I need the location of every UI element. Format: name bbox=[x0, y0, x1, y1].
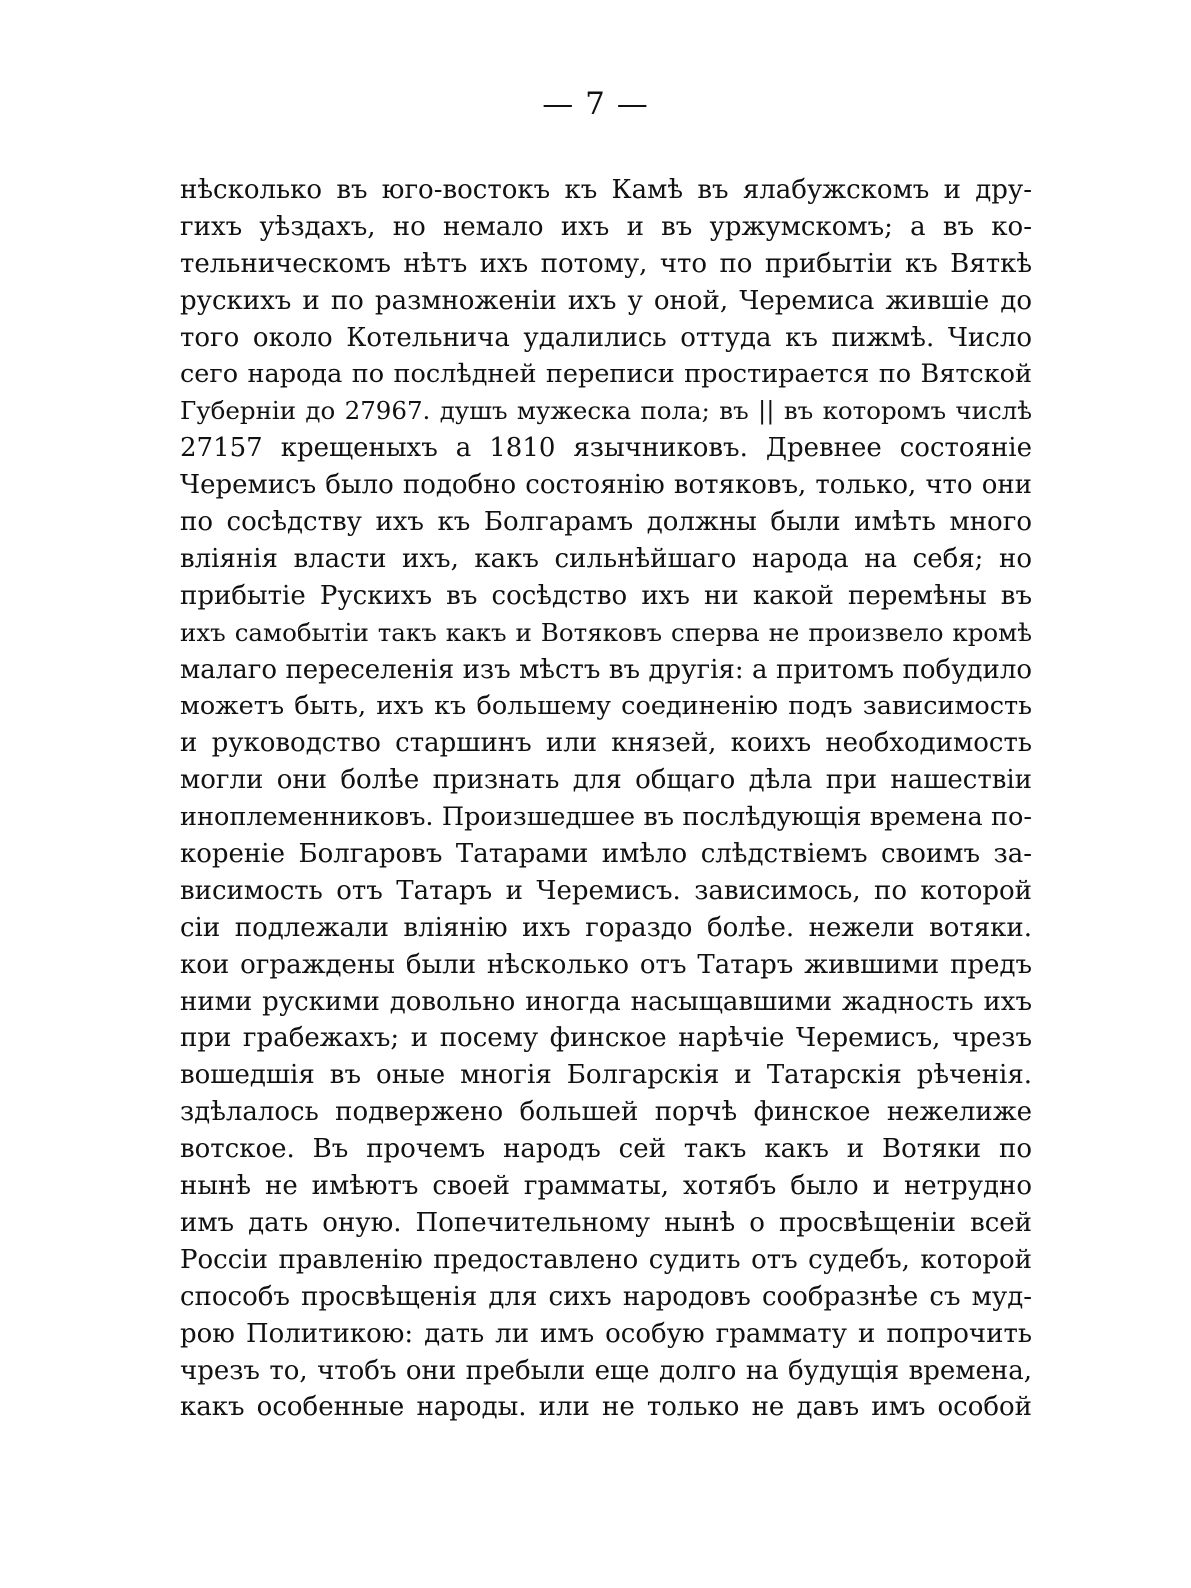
text-line: здѣлалось подвержено большей порчѣ финское нежелиже bbox=[180, 1097, 1032, 1128]
text-line: способъ просвѣщенія для сихъ народовъ сообразнѣе съ муд- bbox=[180, 1281, 1032, 1312]
text-line: по сосѣдству ихъ къ Болгарамъ должны были имѣть много bbox=[180, 507, 1032, 538]
text-line: висимость отъ Татаръ и Черемисъ. зависимось, по которой bbox=[180, 875, 1032, 906]
text-line: при грабежахъ; и посему финское нарѣчіе Черемисъ, чрезъ bbox=[180, 1023, 1032, 1054]
text-line: вотское. Въ прочемъ народъ сей такъ какъ и Вотяки по bbox=[180, 1134, 1032, 1165]
text-line: чрезъ то, чтобъ они пребыли еще долго на будущія времена, bbox=[180, 1355, 1032, 1386]
text-line: гихъ уѣздахъ, но немало ихъ и въ уржумскомъ; а въ ко- bbox=[180, 211, 1032, 242]
text-line: иноплеменниковъ. Произшедшее въ послѣдующія времена по- bbox=[180, 802, 1032, 833]
text-line: того около Котельнича удалились оттуда къ пижмѣ. Число bbox=[180, 322, 1032, 353]
text-line: вліянія власти ихъ, какъ сильнѣйшаго народа на себя; но bbox=[180, 543, 1032, 574]
text-line: можетъ быть, ихъ къ большему соединенію подъ зависимость bbox=[180, 691, 1032, 722]
text-line: могли они болѣе признать для общаго дѣла при нашествіи bbox=[180, 765, 1032, 796]
text-line: Черемисъ было подобно состоянію вотяковъ, только, что они bbox=[180, 470, 1032, 501]
text-line: рускихъ и по размноженіи ихъ у оной, Черемиса жившіе до bbox=[180, 285, 1032, 316]
text-line: вошедшія въ оные многія Болгарскія и Татарскія рѣченія. bbox=[180, 1060, 1032, 1091]
text-line: какъ особенные народы. или не только не давъ имъ особой bbox=[180, 1392, 1032, 1423]
text-line: тельническомъ нѣтъ ихъ потому, что по прибытіи къ Вяткѣ bbox=[180, 248, 1032, 279]
text-line: Губерніи до 27967. душъ мужеска пола; въ || въ которомъ числѣ bbox=[180, 396, 1032, 426]
text-line: прибытіе Рускихъ въ сосѣдство ихъ ни какой перемѣны въ bbox=[180, 580, 1032, 611]
text-line: сего народа по послѣдней переписи простирается по Вятской bbox=[180, 359, 1032, 390]
page-number: — 7 — bbox=[542, 86, 649, 122]
text-line: нынѣ не имѣютъ своей грамматы, хотябъ было и нетрудно bbox=[180, 1171, 1032, 1202]
text-line: сіи подлежали вліянію ихъ гораздо болѣе. нежели вотяки. bbox=[180, 912, 1032, 943]
text-line: малаго переселенія изъ мѣстъ въ другія: а притомъ побудило bbox=[180, 654, 1032, 685]
text-line: 27157 крещеныхъ а 1810 язычниковъ. Древнее состояніе bbox=[180, 433, 1032, 464]
text-line: кореніе Болгаровъ Татарами имѣло слѣдствіемъ своимъ за- bbox=[180, 839, 1032, 870]
text-line: ихъ самобытіи такъ какъ и Вотяковъ сперва не произвело кромѣ bbox=[180, 617, 1032, 647]
body-text bbox=[180, 172, 1032, 1426]
text-line: нѣсколько въ юго-востокъ къ Камѣ въ ялабужскомъ и дру- bbox=[180, 175, 1032, 205]
text-line: имъ дать оную. Попечительному нынѣ о просвѣщеніи всей bbox=[180, 1207, 1032, 1238]
text-line: рою Политикою: дать ли имъ особую граммату и попрочить bbox=[180, 1318, 1032, 1349]
text-line: кои ограждены были нѣсколько отъ Татаръ жившими предъ bbox=[180, 949, 1032, 980]
text-line: ними рускими довольно иногда насыщавшими жадность ихъ bbox=[180, 986, 1032, 1017]
text-line: Россіи правленію предоставлено судить отъ судебъ, которой bbox=[180, 1244, 1032, 1275]
text-line: и руководство старшинъ или князей, коихъ необходимость bbox=[180, 728, 1032, 759]
